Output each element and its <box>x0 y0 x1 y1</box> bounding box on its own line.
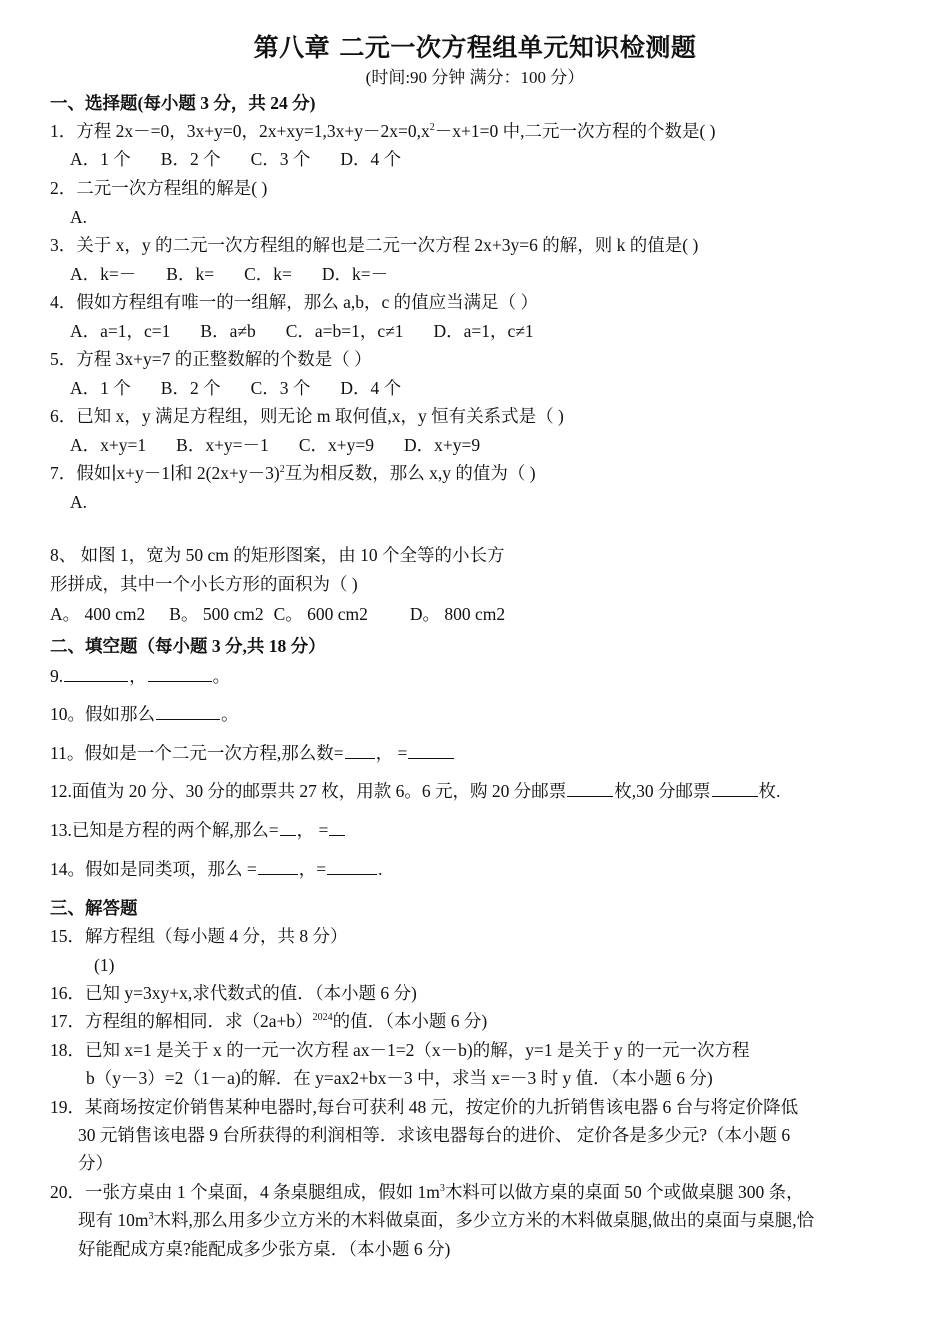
question-4-option-a: A．a=1，c=1 <box>70 321 171 341</box>
question-6-option-a: A．x+y=1 <box>70 435 147 455</box>
question-20-text-b: 木料可以做方桌的桌面 50 个或做桌腿 300 条， <box>444 1182 804 1202</box>
question-17-text-b: 的值．（本小题 6 分) <box>332 1011 488 1031</box>
answer-blank[interactable] <box>408 742 454 759</box>
section-heading-problems: 三、解答题 <box>50 898 138 918</box>
answer-blank[interactable] <box>329 819 345 836</box>
question-8-option-b: B。 500 cm2 <box>169 604 264 624</box>
question-1-stem <box>50 120 716 142</box>
question-11-text-b: ， = <box>375 743 408 763</box>
question-20-line-2 <box>78 1209 814 1231</box>
question-15-stem: 15．解方程组（每小题 4 分，共 8 分） <box>50 926 348 946</box>
question-14 <box>50 858 383 880</box>
question-13-text-b: ， = <box>296 820 329 840</box>
question-3-stem: 3．关于 x，y 的二元一次方程组的解也是二元一次方程 2x+3y=6 的解，则 k 的值是( ) <box>50 235 699 255</box>
question-6-option-b: B．x+y=－1 <box>176 435 269 455</box>
question-3-option-d: D．k=－ <box>321 264 389 284</box>
question-1-superscript: 2 <box>429 122 435 133</box>
question-20-superscript: 3 <box>439 1183 445 1194</box>
question-1-option-a: A．1 个 <box>70 149 131 169</box>
question-6-option-d: D．x+y=9 <box>403 435 481 455</box>
section-heading-fill-in: 二、填空题（每小题 3 分,共 18 分） <box>50 636 326 656</box>
question-8-option-d: D。 800 cm2 <box>409 604 506 624</box>
question-5-stem: 5．方程 3x+y=7 的正整数解的个数是（ ） <box>50 349 372 369</box>
question-18-line-2: b（y－3）=2（1－a)的解．在 y=ax2+bx－3 中，求当 x=－3 时 y 值．（本小题 6 分) <box>86 1068 713 1088</box>
question-10-end: 。 <box>221 704 239 724</box>
question-11 <box>50 742 455 764</box>
question-5-option-c: C．3 个 <box>250 378 311 398</box>
question-4-stem: 4．假如方程组有唯一的一组解，那么 a,b，c 的值应当满足（ ） <box>50 292 539 312</box>
question-20-text-c: 现有 10m <box>78 1210 149 1230</box>
question-4-options <box>70 320 564 342</box>
question-7-stem <box>50 462 536 484</box>
question-1-option-d: D．4 个 <box>340 149 402 169</box>
question-2-option-a: A. <box>70 207 88 227</box>
answer-blank[interactable] <box>280 819 296 836</box>
question-8-line-2: 形拼成，其中一个小长方形的面积为（ ) <box>50 574 358 594</box>
answer-blank[interactable] <box>345 742 375 759</box>
question-10-text: 10。假如那么 <box>50 704 155 724</box>
question-17-text-a: 17．方程组的解相同．求（2a+b） <box>50 1011 313 1031</box>
answer-blank[interactable] <box>64 665 128 682</box>
question-5-option-a: A．1 个 <box>70 378 131 398</box>
question-3-option-c: C．k= <box>244 264 292 284</box>
question-7-text-b: 互为相反数，那么 x,y 的值为（ ) <box>284 463 536 483</box>
section-heading-multiple-choice: 一、选择题(每小题 3 分，共 24 分) <box>50 93 316 113</box>
question-5-option-b: B．2 个 <box>160 378 221 398</box>
question-19-line-2: 30 元销售该电器 9 台所获得的利润相等．求该电器每台的进价、 定价各是多少元?（本小题 6 <box>78 1125 791 1145</box>
question-6-option-c: C．x+y=9 <box>298 435 374 455</box>
question-19-line-1: 19．某商场按定价销售某种电器时,每台可获利 48 元，按定价的九折销售该电器 6 台与将定价降低 <box>50 1097 799 1117</box>
question-1-option-b: B．2 个 <box>160 149 221 169</box>
question-4-option-c: C．a=b=1，c≠1 <box>285 321 404 341</box>
question-11-text-a: 11。假如是一个二元一次方程,那么数= <box>50 743 344 763</box>
question-17-superscript: 2024 <box>312 1012 333 1023</box>
question-15-part-1: (1) <box>94 955 115 975</box>
question-16-stem: 16．已知 y=3xy+x,求代数式的值．（本小题 6 分) <box>50 983 417 1003</box>
question-3-option-b: B．k= <box>166 264 215 284</box>
question-13 <box>50 819 346 841</box>
question-20-line-1 <box>50 1181 804 1203</box>
question-1-option-c: C．3 个 <box>250 149 311 169</box>
question-6-stem: 6．已知 x，y 满足方程组，则无论 m 取何值,x，y 恒有关系式是（ ) <box>50 406 564 426</box>
answer-blank[interactable] <box>712 780 758 797</box>
question-1-text-a: 1．方程 2x－=0，3x+y=0，2x+xy=1,3x+y－2x=0,x <box>50 121 430 141</box>
question-7-text-a: 7．假如∣x+y－1∣和 2(2x+y－3) <box>50 463 280 483</box>
answer-blank[interactable] <box>156 703 220 720</box>
answer-blank[interactable] <box>327 858 377 875</box>
document-subtitle: (时间:90 分钟 满分：100 分） <box>365 68 585 87</box>
question-20-text-d: 木料,那么用多少立方米的木料做桌面，多少立方米的木料做桌腿,做出的桌面与桌腿,恰 <box>153 1210 815 1230</box>
question-9 <box>50 665 230 687</box>
question-8-options <box>50 603 535 625</box>
question-12-text-a: 12.面值为 20 分、30 分的邮票共 27 枚，用款 6。6 元，购 20 分邮票 <box>50 781 567 801</box>
question-4-option-d: D．a=1，c≠1 <box>433 321 534 341</box>
question-9-number: 9. <box>50 666 64 686</box>
question-9-end: 。 <box>212 666 231 686</box>
question-8-option-c: C。 600 cm2 <box>273 604 368 624</box>
answer-blank[interactable] <box>258 858 298 875</box>
question-3-option-a: A．k=－ <box>70 264 137 284</box>
question-5-options <box>70 377 431 399</box>
question-12-text-b: 枚,30 分邮票 <box>614 781 711 801</box>
question-14-text-a: 14。假如是同类项，那么 = <box>50 859 257 879</box>
question-10 <box>50 703 239 725</box>
question-4-option-b: B．a≠b <box>200 321 256 341</box>
question-7-superscript: 2 <box>279 464 285 475</box>
question-20-text-a: 20．一张方桌由 1 个桌面，4 条桌腿组成，假如 1m <box>50 1182 440 1202</box>
question-2-stem: 2．二元一次方程组的解是( ) <box>50 178 268 198</box>
question-13-text-a: 13.已知是方程的两个解,那么= <box>50 820 279 840</box>
question-20-superscript: 3 <box>148 1211 154 1222</box>
question-1-options <box>70 148 431 170</box>
question-19-line-3: 分） <box>78 1153 113 1173</box>
question-20-line-3: 好能配成方桌?能配成多少张方桌．（本小题 6 分) <box>78 1239 451 1259</box>
document-title: 第八章 二元一次方程组单元知识检测题 <box>253 33 697 62</box>
answer-blank[interactable] <box>567 780 613 797</box>
question-12 <box>50 780 780 802</box>
question-9-separator: ， <box>129 666 147 686</box>
question-14-end: . <box>378 859 383 879</box>
question-5-option-d: D．4 个 <box>340 378 402 398</box>
question-3-options <box>70 263 418 285</box>
question-18-line-1: 18．已知 x=1 是关于 x 的一元一次方程 ax－1=2（x－b)的解，y=1 是关于 y 的一元一次方程 <box>50 1040 750 1060</box>
question-6-options <box>70 434 510 456</box>
question-7-option-a: A. <box>70 492 88 512</box>
question-17-stem <box>50 1010 487 1032</box>
question-14-text-b: ，= <box>298 859 327 879</box>
answer-blank[interactable] <box>148 665 212 682</box>
question-8-line-1: 8、 如图 1，宽为 50 cm 的矩形图案，由 10 个全等的小长方 <box>50 545 505 565</box>
question-1-text-b: －x+1=0 中,二元一次方程的个数是( ) <box>434 121 716 141</box>
question-12-text-c: 枚. <box>758 781 781 801</box>
question-8-option-a: A。 400 cm2 <box>50 604 146 624</box>
